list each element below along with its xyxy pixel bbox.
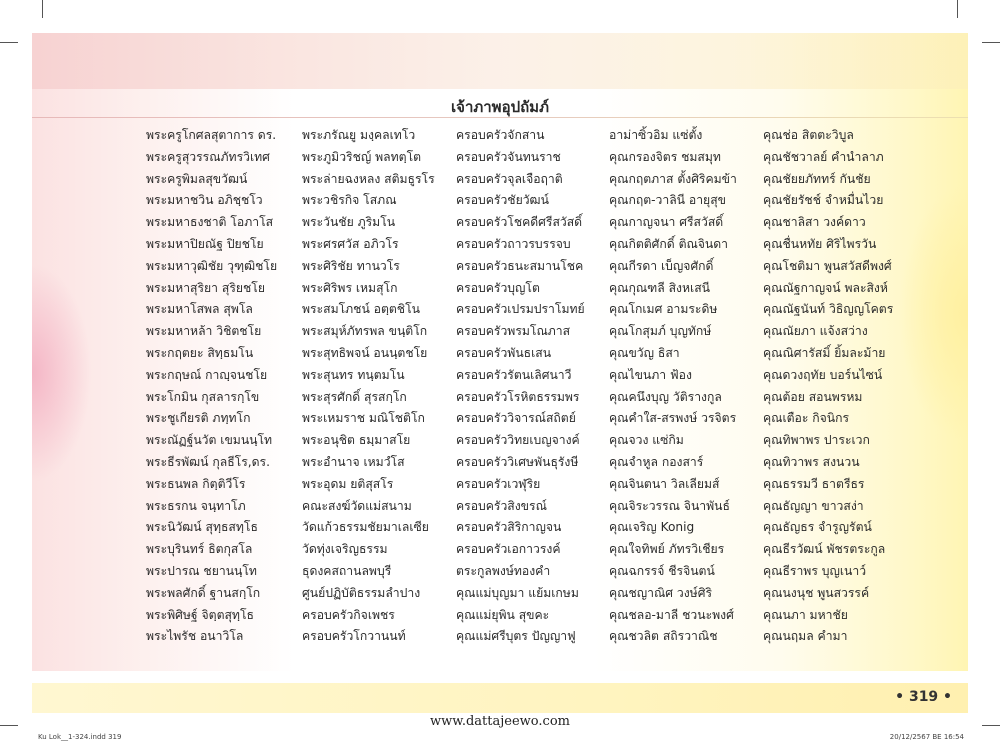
sponsor-name: พระปารณ ชยานนฺโท xyxy=(146,563,257,578)
sponsor-name: พระมหาปิยณัฐ ปิยชโย xyxy=(146,236,264,251)
sponsor-name: พระมหาชวิน อภิชฺชโว xyxy=(146,193,263,208)
sponsor-name: คุณไขนภา ฟ้อง xyxy=(609,367,692,382)
sponsor-name: คุณกิตติศักดิ์ ติณจินดา xyxy=(609,236,729,251)
sponsor-name: ครอบครัวสิริกาญจน xyxy=(456,520,562,535)
sponsor-name: พระธรกน จนฺทาโภ xyxy=(146,498,246,513)
sponsor-name: คุณต้อย สอนพรหม xyxy=(763,389,863,404)
sponsor-name: ครอบครัวสิงขรณ์ xyxy=(456,498,547,513)
sponsor-name: พระสุทธิพจน์ อนนฺตชโย xyxy=(302,345,428,360)
sponsor-name: ครอบครัวพรมโณภาส xyxy=(456,324,571,339)
sponsor-name: พระเหมราช มณิโชติโก xyxy=(302,411,425,426)
sponsor-name: พระมหาหล้า วิชิตชโย xyxy=(146,324,262,339)
page-background xyxy=(32,33,968,671)
sponsor-name: คุณนงนุช พูนสวรรค์ xyxy=(763,585,870,600)
sponsor-name: พระครูพิมลสุขวัฒน์ xyxy=(146,171,248,186)
sponsor-name: พระมหาโสพล สุพโล xyxy=(146,302,253,317)
sponsor-name: คุณชัยยภัททร์ กันชัย xyxy=(763,171,871,186)
header-band xyxy=(32,33,968,89)
sponsor-name: คุณณิศารัสมิ์ ยิ้มละม้าย xyxy=(763,345,886,360)
sponsor-name: ครอบครัวโรหิตธรรมพร xyxy=(456,389,580,404)
sponsor-name: ครอบครัวกิจเพชร xyxy=(302,607,395,622)
sponsor-name: คุณใจทิพย์ ภัทรวิเชียร xyxy=(609,542,725,557)
sponsor-name: พระธีรพัฒน์ กุลธีโร,ดร. xyxy=(146,454,270,469)
sponsor-name: ครอบครัววิเศษพันธุรังษี xyxy=(456,454,579,469)
sponsor-name: ครอบครัวบุญโต xyxy=(456,280,540,295)
sponsor-name: พระอนุชิต ธมฺมาสโย xyxy=(302,433,411,448)
crop-mark xyxy=(957,0,958,18)
sponsor-name: คุณธรรมวี ธาตรีธร xyxy=(763,476,865,491)
sponsor-column xyxy=(763,125,917,648)
page-number: • 319 • xyxy=(895,689,952,705)
sponsor-name: พระอำนาจ เหมวํโส xyxy=(302,454,405,469)
sponsor-name: คุณกรองจิตร ชมสมุท xyxy=(609,149,721,164)
sponsor-name: คุณจินตนา วิลเลียมส์ xyxy=(609,476,720,491)
sponsor-name: ครอบครัวรัตนเลิศนาวี xyxy=(456,367,572,382)
sponsor-name: คณะสงฆ์วัดแม่สนาม xyxy=(302,498,412,513)
sponsor-name: คุณทิพาพร ปาระเวก xyxy=(763,433,870,448)
sponsor-name: พระพลศักดิ์ ฐานสกฺโก xyxy=(146,585,261,600)
title-divider xyxy=(32,117,968,118)
sponsor-name: คุณขวัญ ธิสา xyxy=(609,345,680,360)
sponsor-name: คุณคำใส-สรพงษ์ วรจิตร xyxy=(609,411,737,426)
sponsor-name: คุณคนึงบุญ วัติรางกูล xyxy=(609,389,722,404)
sponsor-name: คุณชัชวาลย์ คำนำลาภ xyxy=(763,149,884,164)
sponsor-name: คุณกาญจนา ศรีสวัสดิ์ xyxy=(609,215,724,230)
sponsor-name: คุณทิวาพร สงนวน xyxy=(763,454,860,469)
sponsor-name: ครอบครัวโชคดีศรีสวัสดิ์ xyxy=(456,215,583,230)
sponsor-name: ครอบครัวจุลเจือฤาติ xyxy=(456,171,563,186)
sponsor-name: พระชูเกียรติ ภทฺทโก xyxy=(146,411,251,426)
sponsor-column xyxy=(302,125,456,648)
print-slug-file: Ku Lok__1-324.indd 319 xyxy=(38,733,122,741)
decorative-glow xyxy=(32,263,92,483)
sponsor-name: พระสมุห์ภัทรพล ขนฺติโก xyxy=(302,324,428,339)
sponsor-name: วัดแก้วธรรมชัยมาเลเซีย xyxy=(302,520,429,535)
sponsor-name: คุณโกเมศ อามระดิษ xyxy=(609,302,718,317)
sponsor-name: ครอบครัวพันธเสน xyxy=(456,345,552,360)
sponsor-column xyxy=(609,125,763,648)
sponsor-name: พระวชิรกิจ โสภณ xyxy=(302,193,397,208)
sponsor-name: วัดทุ่งเจริญธรรม xyxy=(302,542,388,557)
sponsor-name: พระสุรศักดิ์ สุรสกฺโก xyxy=(302,389,407,404)
print-slug-date: 20/12/2567 BE 16:54 xyxy=(889,733,964,741)
sponsor-name: อาม่าซิ้วอิม แซ่ตั้ง xyxy=(609,128,703,142)
sponsor-name: ครอบครัวจันทนราช xyxy=(456,149,561,164)
sponsor-name: พระณัฏฐ์นวัต เขมนนฺโท xyxy=(146,433,273,448)
sponsor-name: คุณฉกรรจ์ ชีรจินตน์ xyxy=(609,563,715,578)
sponsor-name: พระโกมิน กุสลารกฺโข xyxy=(146,389,260,404)
sponsor-name: คุณนภา มหาชัย xyxy=(763,607,848,622)
sponsor-name: คุณเจริญ Konig xyxy=(609,520,695,535)
sponsor-name: คุณจิระวรรณ จินาพันธ์ xyxy=(609,498,730,513)
sponsor-name: คุณชลอ-มาลี ชวนะพงศ์ xyxy=(609,607,734,622)
sponsor-name: ครอบครัววิทยเบญจางค์ xyxy=(456,433,580,448)
sponsor-name: พระอุดม ยติสุสโร xyxy=(302,476,394,491)
sponsor-name: ครอบครัวเปรมปราโมทย์ xyxy=(456,302,585,317)
page-title: เจ้าภาพอุปถัมภ์ xyxy=(451,98,549,116)
sponsor-name: คุณจวง แซ่กิม xyxy=(609,433,684,448)
sponsor-name: คุณธัญญา ขาวสง่า xyxy=(763,498,864,513)
sponsor-name: คุณจำหูล กองสาร์ xyxy=(609,454,704,469)
sponsor-name: ศูนย์ปฏิบัติธรรมลำปาง xyxy=(302,585,421,600)
sponsor-name: คุณกีรดา เบ็ญจศักดิ์ xyxy=(609,258,714,273)
sponsor-name: พระวันชัย ภูริมโน xyxy=(302,215,396,230)
sponsor-column xyxy=(456,125,610,648)
sponsor-name: พระศิริพร เหมสุโก xyxy=(302,280,398,295)
sponsor-name: ครอบครัวเวฬุริย xyxy=(456,476,541,491)
sponsor-name: คุณนฤมล คำมา xyxy=(763,629,848,644)
sponsor-name: พระศรศวัส อภิวโร xyxy=(302,236,399,251)
sponsor-name: ตระกูลพงษ์ทองคำ xyxy=(456,563,551,578)
sponsor-name: คุณธีราพร บุญเนาว์ xyxy=(763,563,867,578)
sponsor-name: ครอบครัวจักสาน xyxy=(456,128,545,142)
website-url: www.dattajeewo.com xyxy=(430,714,570,729)
sponsor-name: พระล่ายฉงหลง สติมธูรโร xyxy=(302,171,435,186)
sponsor-name: พระมหาธงชาติ โอภาโส xyxy=(146,215,274,230)
sponsor-name: พระพิศิษฐ์ จิตฺตสุทฺโธ xyxy=(146,607,254,622)
sponsor-name: คุณเตือะ กิจนิกร xyxy=(763,411,850,426)
sponsor-name: คุณแม่ยุพิน สุขคะ xyxy=(456,607,550,622)
sponsor-name: ธุดงคสถานลพบุรี xyxy=(302,563,392,578)
sponsor-name: คุณแม่บุญมา แย้มเกษม xyxy=(456,585,579,600)
sponsor-name: คุณชัยรัชช์ จำหมื่นไวย xyxy=(763,193,884,208)
sponsor-name: คุณชื่นหทัย ศิริไพรวัน xyxy=(763,236,877,251)
sponsor-name: พระไพรัช อนาวิโล xyxy=(146,629,244,644)
sponsor-name: พระครูสุวรรณภัทรวิเทศ xyxy=(146,149,270,164)
sponsor-name: ครอบครัวชัยวัฒน์ xyxy=(456,193,549,208)
sponsor-name: พระสมโภชน์ อตฺตชิโน xyxy=(302,302,420,317)
sponsor-name: คุณกฤตภาส ตั้งศิริคมข้า xyxy=(609,171,737,186)
sponsor-name: ครอบครัวโกวานนท์ xyxy=(302,629,406,644)
sponsor-name: ครอบครัวถาวรบรรจบ xyxy=(456,236,571,251)
sponsor-name: พระภรัณยู มงฺคลเทโว xyxy=(302,128,416,142)
sponsor-list xyxy=(146,125,966,645)
sponsor-name: พระภูมิวริชญ์ พลทตฺโต xyxy=(302,149,422,164)
sponsor-name: คุณชาลิสา วงค์ดาว xyxy=(763,215,866,230)
sponsor-name: พระครูโกศลสุตาการ ดร. xyxy=(146,128,277,142)
footer-band xyxy=(32,683,968,713)
sponsor-name: พระกฤษณ์ กาญฺจนชโย xyxy=(146,367,268,382)
sponsor-name: คุณธีรวัฒน์ พัชรตระกูล xyxy=(763,542,886,557)
sponsor-name: คุณธัญธร จำรูญรัตน์ xyxy=(763,520,872,535)
crop-mark xyxy=(0,42,18,43)
sponsor-name: คุณโกสุมภ์ บุญทักษ์ xyxy=(609,324,712,339)
sponsor-name: พระมหาวุฒิชัย วุฑฺฒิชโย xyxy=(146,258,278,273)
sponsor-name: ครอบครัวธนะสมานโชค xyxy=(456,258,584,273)
crop-mark xyxy=(42,0,43,18)
sponsor-name: ครอบครัวเอกาวรงค์ xyxy=(456,542,561,557)
sponsor-name: คุณชญาณิศ วงษ์ศิริ xyxy=(609,585,712,600)
sponsor-name: คุณช่อ สิตตะวิบูล xyxy=(763,128,854,142)
sponsor-name: คุณกุณฑลี สิงหเสนี xyxy=(609,280,710,295)
sponsor-name: พระธนพล กิตฺติวีโร xyxy=(146,476,246,491)
sponsor-name: พระศิริชัย ทานวโร xyxy=(302,258,400,273)
sponsor-name: พระมหาสุริยา สุริยชโย xyxy=(146,280,265,295)
sponsor-name: ครอบครัววิจารณ์สถิตย์ xyxy=(456,411,576,426)
sponsor-name: คุณโชติมา พูนสวัสดีพงศ์ xyxy=(763,258,892,273)
sponsor-name: คุณณัฐกาญจน์ พละสิงห์ xyxy=(763,280,888,295)
sponsor-name: พระนิวัฒน์ สุทฺธสทฺโธ xyxy=(146,520,258,535)
sponsor-name: คุณณัฐนันท์ วิธิญญโคตร xyxy=(763,302,894,317)
sponsor-name: คุณดวงฤทัย บอร์นไซน์ xyxy=(763,367,883,382)
sponsor-name: พระกฤตยะ สิทฺธมโน xyxy=(146,345,254,360)
sponsor-name: คุณแม่ศรีบุตร ปัญญาฟู xyxy=(456,629,576,644)
sponsor-name: พระบุรินทร์ ธิตกุสโล xyxy=(146,542,253,557)
sponsor-name: พระสุนทร ทนฺตมโน xyxy=(302,367,405,382)
sponsor-name: คุณกฤต-วาลินี อายุสุข xyxy=(609,193,726,208)
sponsor-name: คุณณัยภา แจ้งสว่าง xyxy=(763,324,868,339)
sponsor-name: คุณชวลิต สถิรวาณิช xyxy=(609,629,718,644)
sponsor-column xyxy=(146,125,300,648)
crop-mark xyxy=(982,42,1000,43)
